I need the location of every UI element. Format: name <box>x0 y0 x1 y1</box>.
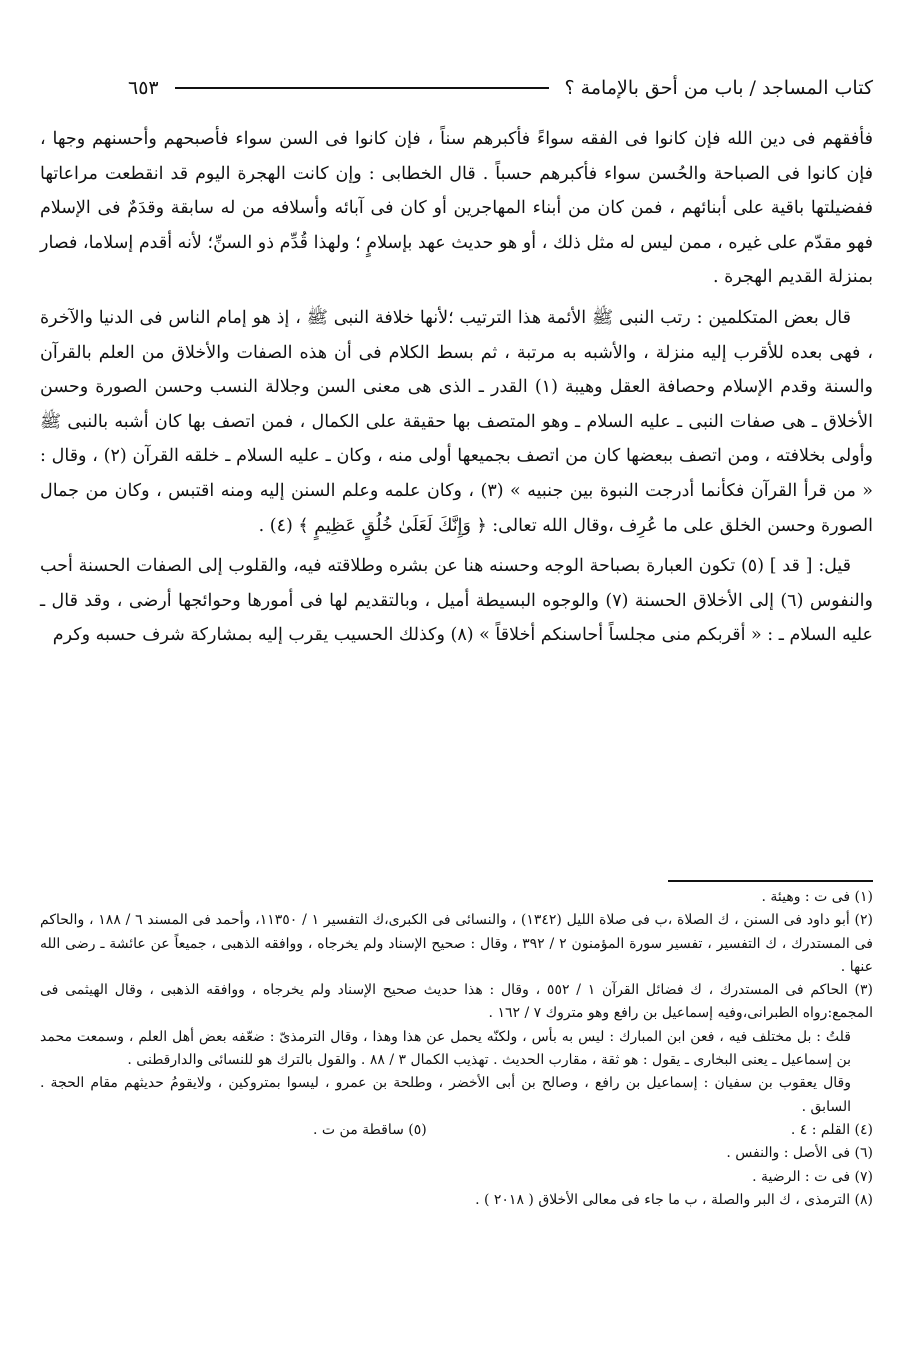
footnote-1: (١) فى ت : وهيئة . <box>761 889 873 905</box>
page-number: ٦٥٣ <box>128 77 159 99</box>
footnote-5: (٥) ساقطة من ت . <box>313 1121 427 1138</box>
footnote-4: (٤) القلم : ٤ . <box>790 1121 873 1138</box>
footnote-7: (٧) فى ت : الرضية . <box>752 1168 873 1185</box>
main-text <box>40 122 873 659</box>
footnote-3-continuation-2: وقال يعقوب بن سفيان : إسماعيل بن رافع ، وصالح بن أبى الأخضر ، وطلحة بن عمرو ، ليسوا بمتروكين ، ولايقومُ حديثهم مقام الحجة . السابق . <box>40 1075 851 1115</box>
footnote-pair-4-5 <box>313 1119 873 1142</box>
paragraph-2: قال بعض المتكلمين : رتب النبى ﷺ الأئمة هذا الترتيب ؛لأنها خلافة النبى ﷺ ، إذ هو إمام الناس فى الدنيا والآخرة ، فهى بعده للأقرب إليه منزلة ، والأشبه به مرتبة ، ثم بسط الكلام فى أن هذه الصفات والأخلاق من العلم بالقرآن والسنة وقدم الإسلام وحصافة العقل وهيبة (١) القدر ـ الذى هى معنى السن وجلالة النسب وحسن الصورة وحسن الأخلاق ـ هى صفات النبى ـ عليه السلام ـ وهو المتصف بها حقيقة على الكمال ، فمن اتصف بها كان أشبه بالنبى ﷺ وأولى بخلافته ، ومن اتصف ببعضها كان من اتصف بجميعها أولى منه ، وكان ـ عليه السلام ـ خلقه القرآن (٢) ، وقال : « من قرأ القرآن فكأنما أدرجت النبوة بين جنبيه » (٣) ، وكان علمه وعلم السنن إليه ومنه اقتبس ، وكان من جمال الصورة وحسن الخلق على ما عُرِف ،وقال الله تعالى: ﴿ وَإِنَّكَ لَعَلَىٰ خُلُقٍ عَظِيمٍ ﴾ (٤) . <box>40 307 873 536</box>
footnotes <box>40 886 873 1212</box>
footnote-6: (٦) فى الأصل : والنفس . <box>726 1145 873 1162</box>
footnote-separator <box>668 880 873 882</box>
footnote-2: (٢) أبو داود فى السنن ، ك الصلاة ،ب فى صلاة الليل (١٣٤٢) ، والنسائى فى الكبرى،ك التفسير ١ / ١١٣٥٠، وأحمد فى المسند ٦ / ١٨٨ ، والحاكم فى المستدرك ، ك التفسير ، تفسير سورة المؤمنون ٢ / ٣٩٢ ، وقال : صحيح الإسناد ولم يخرجاه ، ووافقه الذهبى ، جميعاً عن عائشة ـ رضى الله عنها . <box>40 912 873 975</box>
running-title: كتاب المساجد / باب من أحق بالإمامة ؟ <box>564 77 873 99</box>
paragraph-1: فأفقهم فى دين الله فإن كانوا فى الفقه سواءً فأكبرهم سناً ، فإن كانوا فى السن سواء فأصبحهم وأحسنهم وجها ، فإن كانوا فى الصباحة والحُسن سواء فأكبرهم حسباً . قال الخطابى : وإن كانت الهجرة اليوم قد انقطعت مراعاتها ففضيلتها باقية على أبنائهم ، فمن كان من أبناء المهاجرين أو كان فى آبائه وأسلافه من له سابقة وقدَمٌ فى الإسلام فهو مقدّم على غيره ، ممن ليس له مثل ذلك ، أو هو حديث عهد بإسلامٍ ؛ ولهذا قُدِّم ذو السنِّ؛ لأنه أقدم إسلاما، فصار بمنزلة القديم الهجرة . <box>40 129 873 288</box>
footnote-3-continuation-1: قلتُ : بل مختلف فيه ، فعن ابن المبارك : ليس به بأس ، ولكنّه يحمل عن هذا وهذا ، وقال الترمذىّ : ضعّفه بعض أهل العلم ، وسمعت محمد بن إسماعيل ـ يعنى البخارى ـ يقول : هو ثقة ، مقارب الحديث . تهذيب الكمال ٣ / ٨٨ . والقول بالترك هو للنسائى والدارقطنى . <box>40 1028 851 1069</box>
page-header <box>128 68 873 108</box>
header-rule <box>175 87 549 89</box>
paragraph-3: قيل: [ قد ] (٥) تكون العبارة بصباحة الوجه وحسنه هنا عن بشره وطلاقته فيه، والقلوب إلى الصفات الحسنة أحب والنفوس (٦) إلى الأخلاق الحسنة (٧) والوجوه البسيطة أميل ، وبالتقديم لها فى أمورها وحوائجها أرضى ، وقد قال ـ عليه السلام ـ : « أقربكم منى مجلساً أحاسنكم أخلاقاً » (٨) وكذلك الحسيب يقرب إليه بمشاركة شرف حسبه وكرم <box>40 556 873 646</box>
footnote-3: (٣) الحاكم فى المستدرك ، ك فضائل القرآن ١ / ٥٥٢ ، وقال : هذا حديث صحيح الإسناد ولم يخرجاه ، ووافقه الذهبى ، وقال الهيثمى فى المجمع:رواه الطبرانى،وفيه إسماعيل بن رافع وهو متروك ٧ / ١٦٢ . <box>40 982 874 1022</box>
footnote-8: (٨) الترمذى ، ك البر والصلة ، ب ما جاء فى معالى الأخلاق ( ٢٠١٨ ) . <box>475 1191 873 1208</box>
